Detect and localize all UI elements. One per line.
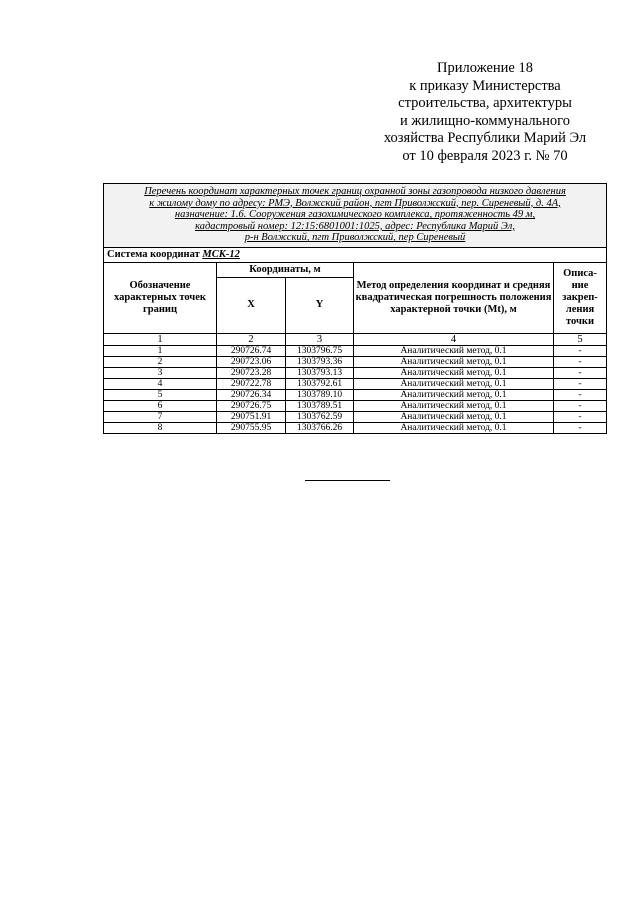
- table-row: [104, 356, 607, 367]
- description: -: [554, 356, 607, 367]
- coord-x: 290726.34: [217, 389, 286, 400]
- col-header-coordinates: Координаты, м: [217, 262, 354, 277]
- point-number: 2: [104, 356, 217, 367]
- table-title-line: к жилому дому по адресу: РМЭ, Волжский район, пгт Приволжский, пер. Сиреневый, д. 4А,: [149, 197, 561, 209]
- method: Аналитический метод, 0.1: [354, 422, 554, 433]
- coord-x: 290755.95: [217, 422, 286, 433]
- column-number: 1: [104, 333, 217, 345]
- method: Аналитический метод, 0.1: [354, 378, 554, 389]
- coordinate-system: [104, 247, 607, 262]
- description: -: [554, 345, 607, 356]
- coord-x: 290722.78: [217, 378, 286, 389]
- header-line: хозяйства Республики Марий Эл: [383, 130, 587, 146]
- description: -: [554, 400, 607, 411]
- coordinate-system-label: Система координат: [107, 249, 200, 261]
- table-title-line: р-н Волжский, пгт Приволжский, пер Сиреневый: [244, 232, 466, 244]
- table-title: [104, 184, 607, 248]
- point-number: 8: [104, 422, 217, 433]
- table-row: [104, 411, 607, 422]
- coord-x: 290723.28: [217, 367, 286, 378]
- point-number: 1: [104, 345, 217, 356]
- coord-y: 1303796.75: [286, 345, 354, 356]
- header-line: Приложение 18: [437, 60, 533, 76]
- col-header-points: Обозначение характерных точек границ: [104, 262, 217, 333]
- header-line: к приказу Министерства: [409, 77, 561, 94]
- table-row: [104, 422, 607, 433]
- column-number: 5: [554, 333, 607, 345]
- method: Аналитический метод, 0.1: [354, 345, 554, 356]
- point-number: 6: [104, 400, 217, 411]
- appendix-header: [360, 60, 610, 165]
- coord-x: 290751.91: [217, 411, 286, 422]
- table-row: [104, 378, 607, 389]
- coord-y: 1303789.51: [286, 400, 354, 411]
- point-number: 5: [104, 389, 217, 400]
- column-number: 3: [286, 333, 354, 345]
- table-title-line: назначение: 1.6. Сооружения газохимического комплекса, протяженность 49 м,: [174, 209, 536, 221]
- coord-x: 290726.74: [217, 345, 286, 356]
- coordinates-table: [103, 183, 607, 434]
- coord-y: 1303789.10: [286, 389, 354, 400]
- table-row: [104, 367, 607, 378]
- header-line: от 10 февраля 2023 г. № 70: [402, 147, 568, 164]
- coord-y: 1303762.59: [286, 411, 354, 422]
- description: -: [554, 389, 607, 400]
- coord-x: 290726.75: [217, 400, 286, 411]
- method: Аналитический метод, 0.1: [354, 367, 554, 378]
- description: -: [554, 422, 607, 433]
- description: -: [554, 367, 607, 378]
- table-row: [104, 345, 607, 356]
- coord-y: 1303766.26: [286, 422, 354, 433]
- col-header-x: X: [217, 277, 286, 333]
- col-header-y: Y: [286, 277, 354, 333]
- col-header-description: Описа-ние закреп-ления точки: [554, 262, 607, 333]
- col-header-method: Метод определения координат и средняя квадратическая погрешность положения характерной точки (Mt), м: [354, 262, 554, 333]
- point-number: 4: [104, 378, 217, 389]
- header-line: и жилищно-коммунального: [399, 112, 571, 129]
- header-line: строительства, архитектуры: [398, 95, 572, 111]
- point-number: 7: [104, 411, 217, 422]
- column-number: 2: [217, 333, 286, 345]
- description: -: [554, 411, 607, 422]
- method: Аналитический метод, 0.1: [354, 389, 554, 400]
- method: Аналитический метод, 0.1: [354, 356, 554, 367]
- coord-y: 1303792.61: [286, 378, 354, 389]
- table-row: [104, 400, 607, 411]
- table-title-line: кадастровый номер: 12:15:6801001:1025, адрес: Республика Марий Эл,: [195, 220, 515, 232]
- coord-y: 1303793.13: [286, 367, 354, 378]
- column-number: 4: [354, 333, 554, 345]
- point-number: 3: [104, 367, 217, 378]
- table-title-line: Перечень координат характерных точек границ охранной зоны газопровода низкого давления: [144, 186, 566, 197]
- method: Аналитический метод, 0.1: [354, 400, 554, 411]
- method: Аналитический метод, 0.1: [354, 411, 554, 422]
- table-row: [104, 389, 607, 400]
- end-rule: [305, 480, 390, 481]
- column-numbers-row: [104, 333, 607, 345]
- description: -: [554, 378, 607, 389]
- coord-x: 290723.06: [217, 356, 286, 367]
- coordinate-system-value: МСК-12: [202, 249, 240, 261]
- coord-y: 1303793.36: [286, 356, 354, 367]
